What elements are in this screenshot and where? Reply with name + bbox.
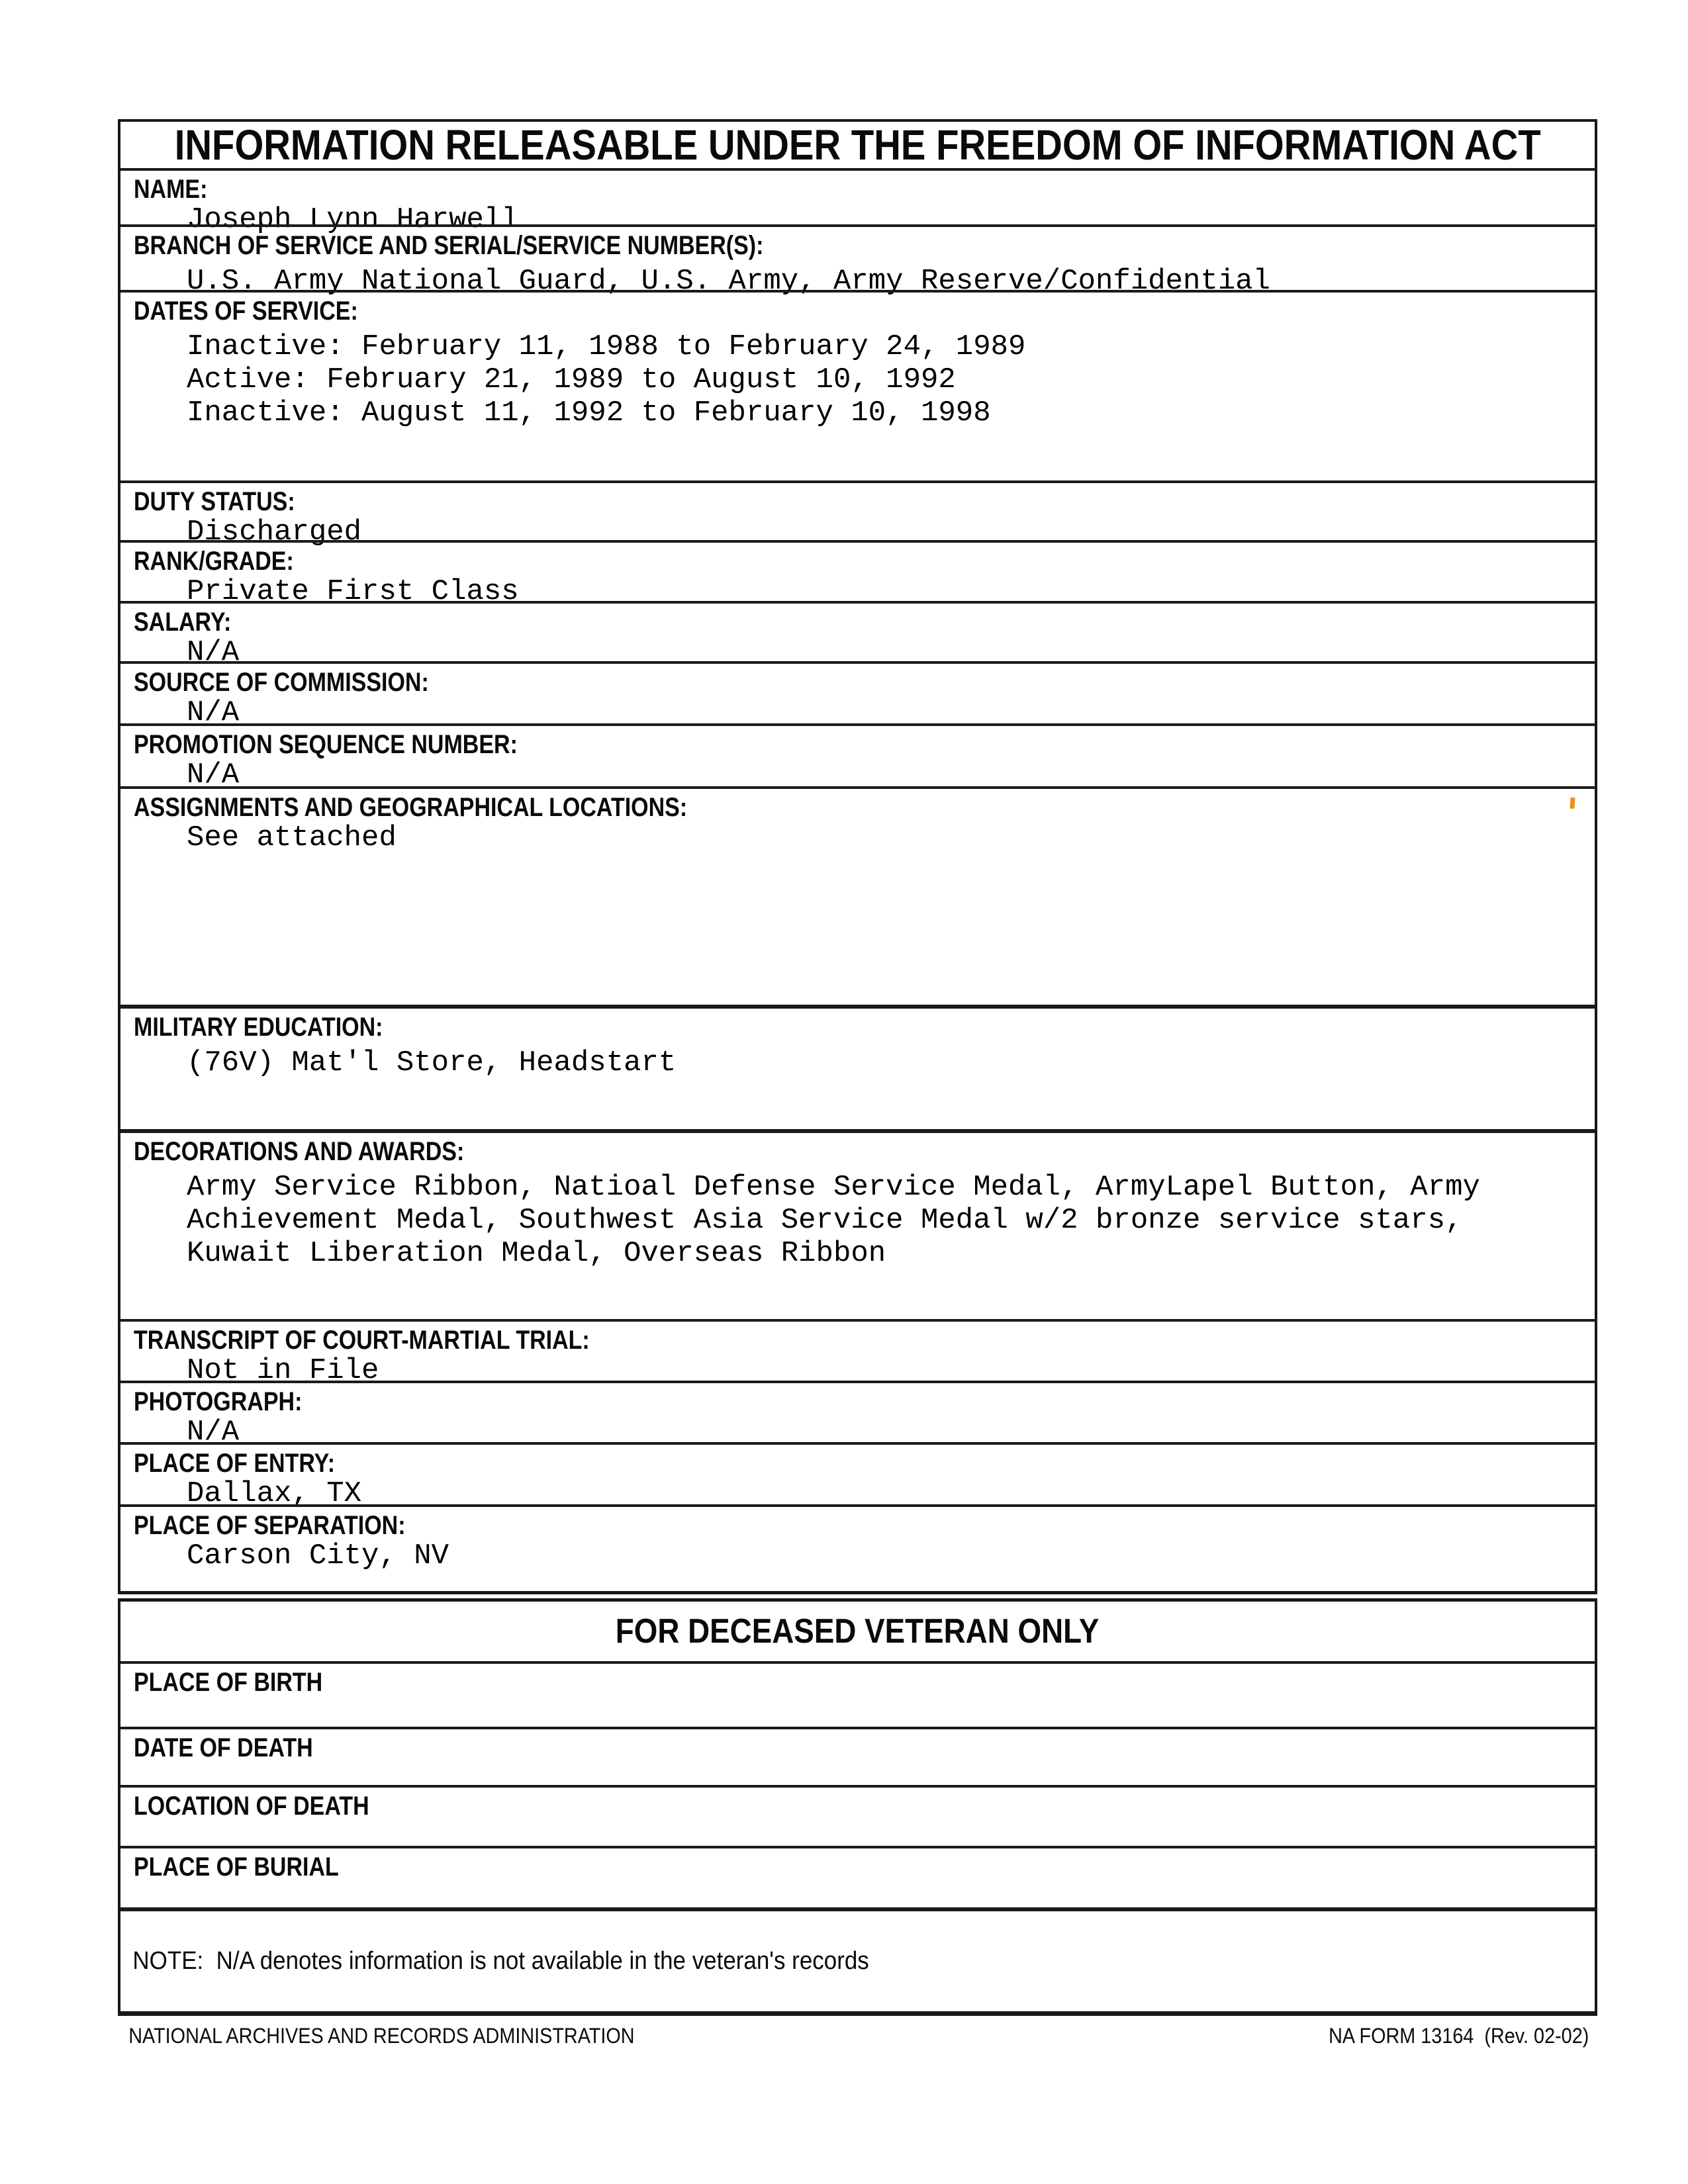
- row-duty-status: [120, 480, 1595, 549]
- place-of-separation-value: Carson City, NV: [187, 1539, 449, 1572]
- foia-release-table: [118, 119, 1597, 1594]
- deceased-header-row: [120, 1602, 1595, 1661]
- form-title: INFORMATION RELEASABLE UNDER THE FREEDOM OF INFORMATION ACT: [174, 121, 1541, 169]
- military-education-label: MILITARY EDUCATION:: [134, 1013, 383, 1042]
- salary-value: N/A: [187, 636, 240, 669]
- assignments-locations-label: ASSIGNMENTS AND GEOGRAPHICAL LOCATIONS:: [134, 793, 688, 822]
- decorations-awards-label: DECORATIONS AND AWARDS:: [134, 1137, 465, 1166]
- form-footer: [118, 2024, 1597, 2048]
- source-of-commission-value: N/A: [187, 696, 240, 729]
- row-assignments-locations: [120, 786, 1595, 1005]
- row-name: [120, 168, 1595, 236]
- footer-agency: NATIONAL ARCHIVES AND RECORDS ADMINISTRATION: [128, 2024, 635, 2048]
- footer-form-number: NA FORM 13164 (Rev. 02-02): [1329, 2024, 1589, 2048]
- dates-of-service-line-1: Inactive: February 11, 1988 to February 24, 1989: [187, 330, 1026, 363]
- name-label: NAME:: [134, 175, 208, 204]
- dates-of-service-line-3: Inactive: August 11, 1992 to February 10, 1998: [187, 396, 991, 430]
- duty-status-value: Discharged: [187, 516, 362, 549]
- place-of-separation-label: PLACE OF SEPARATION:: [134, 1511, 406, 1540]
- photograph-value: N/A: [187, 1416, 240, 1449]
- row-decorations-awards: [120, 1129, 1595, 1319]
- court-martial-transcript-value: Not in File: [187, 1354, 379, 1387]
- scan-artifact-mark: [1570, 797, 1575, 809]
- place-of-entry-value: Dallax, TX: [187, 1477, 362, 1510]
- deceased-veteran-section: [118, 1598, 1597, 2016]
- row-rank-grade: [120, 540, 1595, 608]
- form-title-row: [120, 122, 1595, 168]
- row-place-of-separation: [120, 1504, 1595, 1591]
- place-of-birth-label: PLACE OF BIRTH: [134, 1668, 323, 1697]
- name-value: Joseph Lynn Harwell: [187, 203, 519, 236]
- row-place-of-entry: [120, 1442, 1595, 1510]
- dates-of-service-label: DATES OF SERVICE:: [134, 296, 358, 326]
- promotion-sequence-label: PROMOTION SEQUENCE NUMBER:: [134, 730, 518, 759]
- note-row: [120, 1907, 1595, 2011]
- row-date-of-death: [120, 1727, 1595, 1785]
- location-of-death-label: LOCATION OF DEATH: [134, 1792, 369, 1821]
- row-branch-service: [120, 224, 1595, 298]
- row-source-of-commission: [120, 661, 1595, 729]
- deceased-header: FOR DECEASED VETERAN ONLY: [616, 1612, 1100, 1651]
- row-promotion-sequence-number: [120, 723, 1595, 792]
- source-of-commission-label: SOURCE OF COMMISSION:: [134, 668, 429, 697]
- row-dates-of-service: [120, 290, 1595, 480]
- rank-grade-value: Private First Class: [187, 575, 519, 608]
- date-of-death-label: DATE OF DEATH: [134, 1733, 313, 1762]
- decorations-awards-line-2: Achievement Medal, Southwest Asia Service Medal w/2 bronze service stars,: [187, 1204, 1463, 1237]
- promotion-sequence-value: N/A: [187, 758, 240, 792]
- salary-label: SALARY:: [134, 608, 232, 637]
- photograph-label: PHOTOGRAPH:: [134, 1387, 303, 1416]
- decorations-awards-line-1: Army Service Ribbon, Natioal Defense Service Medal, ArmyLapel Button, Army: [187, 1171, 1480, 1204]
- row-salary: [120, 601, 1595, 669]
- branch-service-label: BRANCH OF SERVICE AND SERIAL/SERVICE NUMBER(S):: [134, 231, 764, 260]
- dates-of-service-line-2: Active: February 21, 1989 to August 10, 1992: [187, 363, 956, 396]
- branch-service-value: U.S. Army National Guard, U.S. Army, Army Reserve/Confidential: [187, 265, 1271, 298]
- row-military-education: [120, 1005, 1595, 1129]
- row-court-martial-transcript: [120, 1319, 1595, 1387]
- court-martial-transcript-label: TRANSCRIPT OF COURT-MARTIAL TRIAL:: [134, 1326, 590, 1355]
- place-of-entry-label: PLACE OF ENTRY:: [134, 1449, 336, 1478]
- military-education-value: (76V) Mat'l Store, Headstart: [187, 1046, 677, 1079]
- decorations-awards-line-3: Kuwait Liberation Medal, Overseas Ribbon: [187, 1237, 886, 1270]
- note-text: NOTE: N/A denotes information is not available in the veteran's records: [132, 1947, 869, 1975]
- row-photograph: [120, 1381, 1595, 1449]
- assignments-locations-value: See attached: [187, 821, 397, 854]
- place-of-burial-label: PLACE OF BURIAL: [134, 1852, 339, 1882]
- row-location-of-death: [120, 1785, 1595, 1846]
- duty-status-label: DUTY STATUS:: [134, 487, 295, 516]
- row-place-of-birth: [120, 1661, 1595, 1727]
- row-place-of-burial: [120, 1846, 1595, 1907]
- rank-grade-label: RANK/GRADE:: [134, 547, 294, 576]
